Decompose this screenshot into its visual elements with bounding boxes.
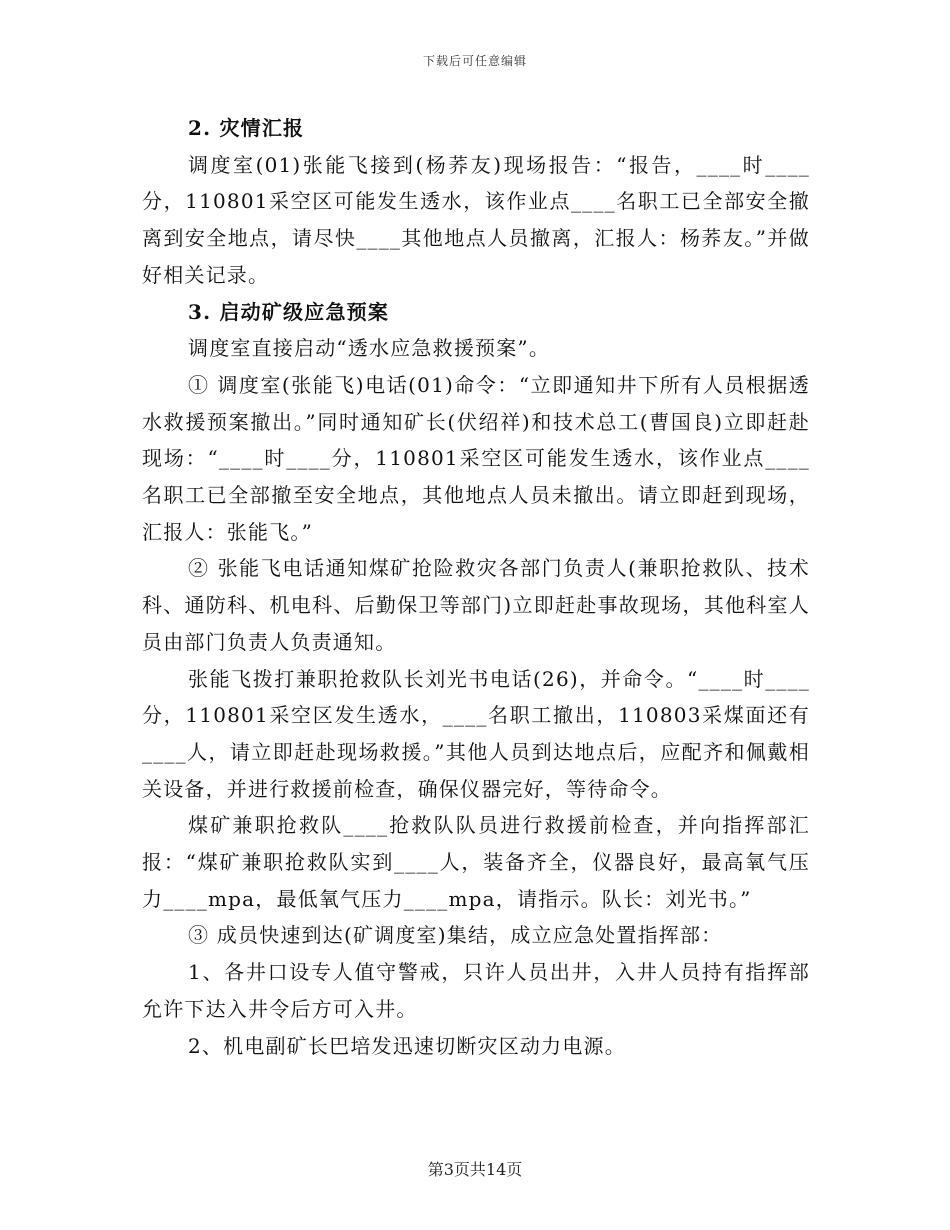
paragraph: ② 张能飞电话通知煤矿抢险救灾各部门负责人(兼职抢救队、技术科、通防科、机电科、后勤保卫等部门)立即赶赴事故现场，其他科室人员由部门负责人负责通知。	[142, 556, 810, 654]
page-footer: 第3页共14页	[427, 1160, 523, 1179]
paragraph: 煤矿兼职抢救队____抢救队队员进行救援前检查，并向指挥部汇报：“煤矿兼职抢救队实到____人，装备齐全，仪器良好，最高氧气压力____mpa，最低氧气压力____mpa，请指示。队长：刘光书。”	[142, 813, 810, 911]
paragraph: 调度室(01)张能飞接到(杨荞友)现场报告：“报告，____时____分，110801采空区可能发生透水，该作业点____名职工已全部安全撤离到安全地点，请尽快____其他地点人员撤离，汇报人：杨荞友。”并做好相关记录。	[142, 152, 810, 287]
section-heading-emergency-plan: 3. 启动矿级应急预案	[188, 299, 390, 324]
paragraph: 调度室直接启动“透水应急救援预案”。	[188, 336, 551, 361]
paragraph: ① 调度室(张能飞)电话(01)命令：“立即通知井下所有人员根据透水救援预案撤出。”同时通知矿长(伏绍祥)和技术总工(曹国良)立即赶赴现场：“____时____分，110801采空区可能发生透水，该作业点____名职工已全部撤至安全地点，其他地点人员未撤出。请立即赶到现场，汇报人：张能飞。”	[142, 372, 810, 544]
section-heading-disaster-report: 2. 灾情汇报	[188, 116, 305, 140]
document-body	[142, 110, 810, 1064]
paragraph: 1、各井口设专人值守警戒，只许人员出井，入井人员持有指挥部允许下达入井令后方可入井。	[142, 960, 810, 1021]
paragraph: ③ 成员快速到达(矿调度室)集结，成立应急处置指挥部：	[188, 923, 723, 948]
page-header: 下载后可任意编辑	[422, 54, 527, 68]
paragraph: 2、机电副矿长巴培发迅速切断灾区动力电源。	[188, 1033, 626, 1058]
paragraph: 张能飞拨打兼职抢救队长刘光书电话(26)，并命令。“____时____分，110801采空区发生透水，____名职工撤出，110803采煤面还有____人，请立即赶赴现场救援。”其他人员到达地点后，应配齐和佩戴相关设备，并进行救援前检查，确保仪器完好，等待命令。	[142, 666, 810, 801]
